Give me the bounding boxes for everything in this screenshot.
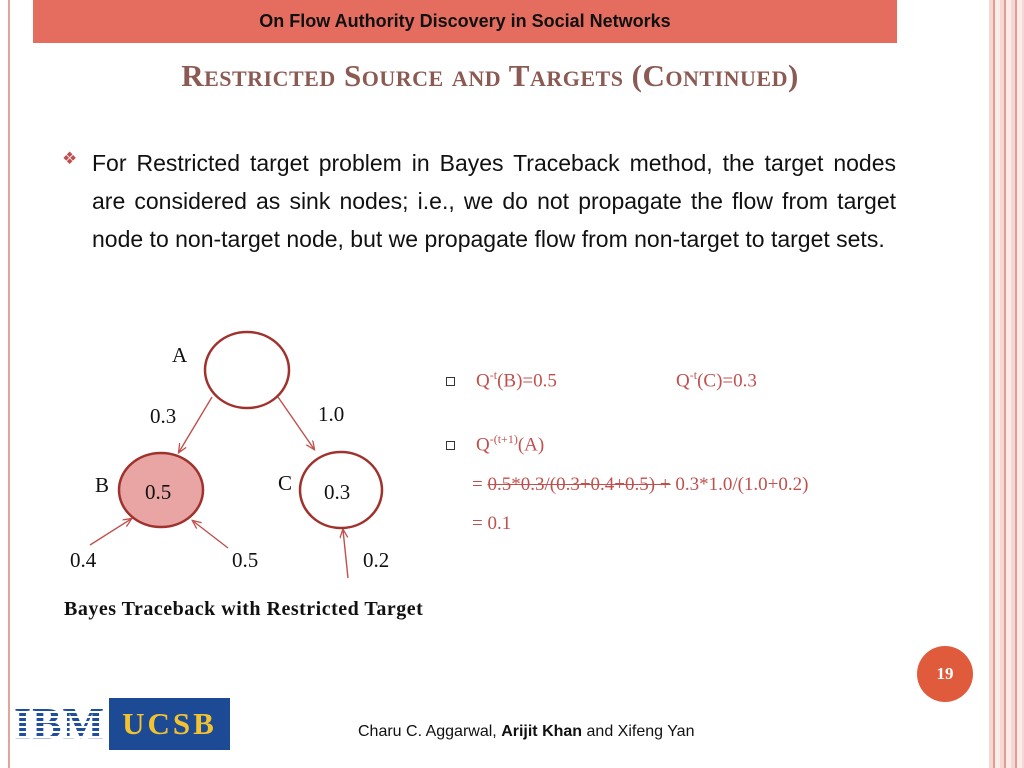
page-number: 19: [936, 664, 954, 683]
edge-in-b-1: [90, 519, 131, 545]
edge-a-to-c: [278, 397, 314, 449]
bullet-text: For Restricted target problem in Bayes Traceback method, the target nodes are considered as sink nodes; i.e., we do not propagate the flow from target node to non-target node, but we propagate flow from non-target to target sets.: [92, 150, 896, 252]
square-bullet-icon: [446, 377, 455, 386]
equation-line-2: = 0.1: [472, 513, 512, 534]
node-b-value: 0.5: [145, 480, 172, 504]
node-c-label: C: [278, 471, 293, 495]
struck-term: 0.5*0.3/(0.3+0.4+0.5) +: [487, 474, 671, 495]
edge-in-b1-weight: 0.4: [70, 548, 97, 572]
equation-q-a: $Q^{-(t+1)}(A)$: [476, 432, 545, 456]
footer-authors: Charu C. Aggarwal, Arijit Khan and Xifeng Yan: [358, 723, 695, 740]
node-c-value: 0.3: [324, 480, 351, 504]
diagram-caption: Bayes Traceback with Restricted Target: [64, 598, 424, 620]
node-b-label: B: [95, 473, 110, 497]
edge-in-c: [343, 530, 348, 578]
edge-in-b2-weight: 0.5: [232, 548, 259, 572]
diamond-bullet-icon: ❖: [62, 149, 78, 168]
edge-a-to-b: [179, 397, 212, 452]
ucsb-logo: [109, 698, 230, 750]
header-title: On Flow Authority Discovery in Social Networks: [259, 11, 671, 31]
slide-title: Restricted Source and Targets (Continued): [181, 58, 799, 93]
node-a-circle: [205, 332, 289, 408]
equation-q-b: $Q^{-t}(B)=0.5$: [476, 368, 557, 392]
edge-in-c-weight: 0.2: [363, 548, 390, 572]
node-a-label: A: [172, 343, 188, 367]
ucsb-logo-text: UCSB: [122, 706, 217, 741]
edge-a-c-weight: 1.0: [318, 402, 345, 426]
edge-a-b-weight: 0.3: [150, 404, 177, 428]
equation-q-c: $Q^{-t}(C)=0.3$: [676, 368, 757, 392]
page-number-badge: [917, 646, 973, 702]
edge-in-b-2: [193, 521, 228, 548]
footer-highlight-author: Arijit Khan: [501, 723, 583, 740]
ibm-logo: IBM: [14, 699, 105, 748]
equation-line-1: = 0.5*0.3/(0.3+0.4+0.5) + 0.3*1.0/(1.0+0.2): [472, 474, 809, 495]
square-bullet-icon: [446, 441, 455, 450]
